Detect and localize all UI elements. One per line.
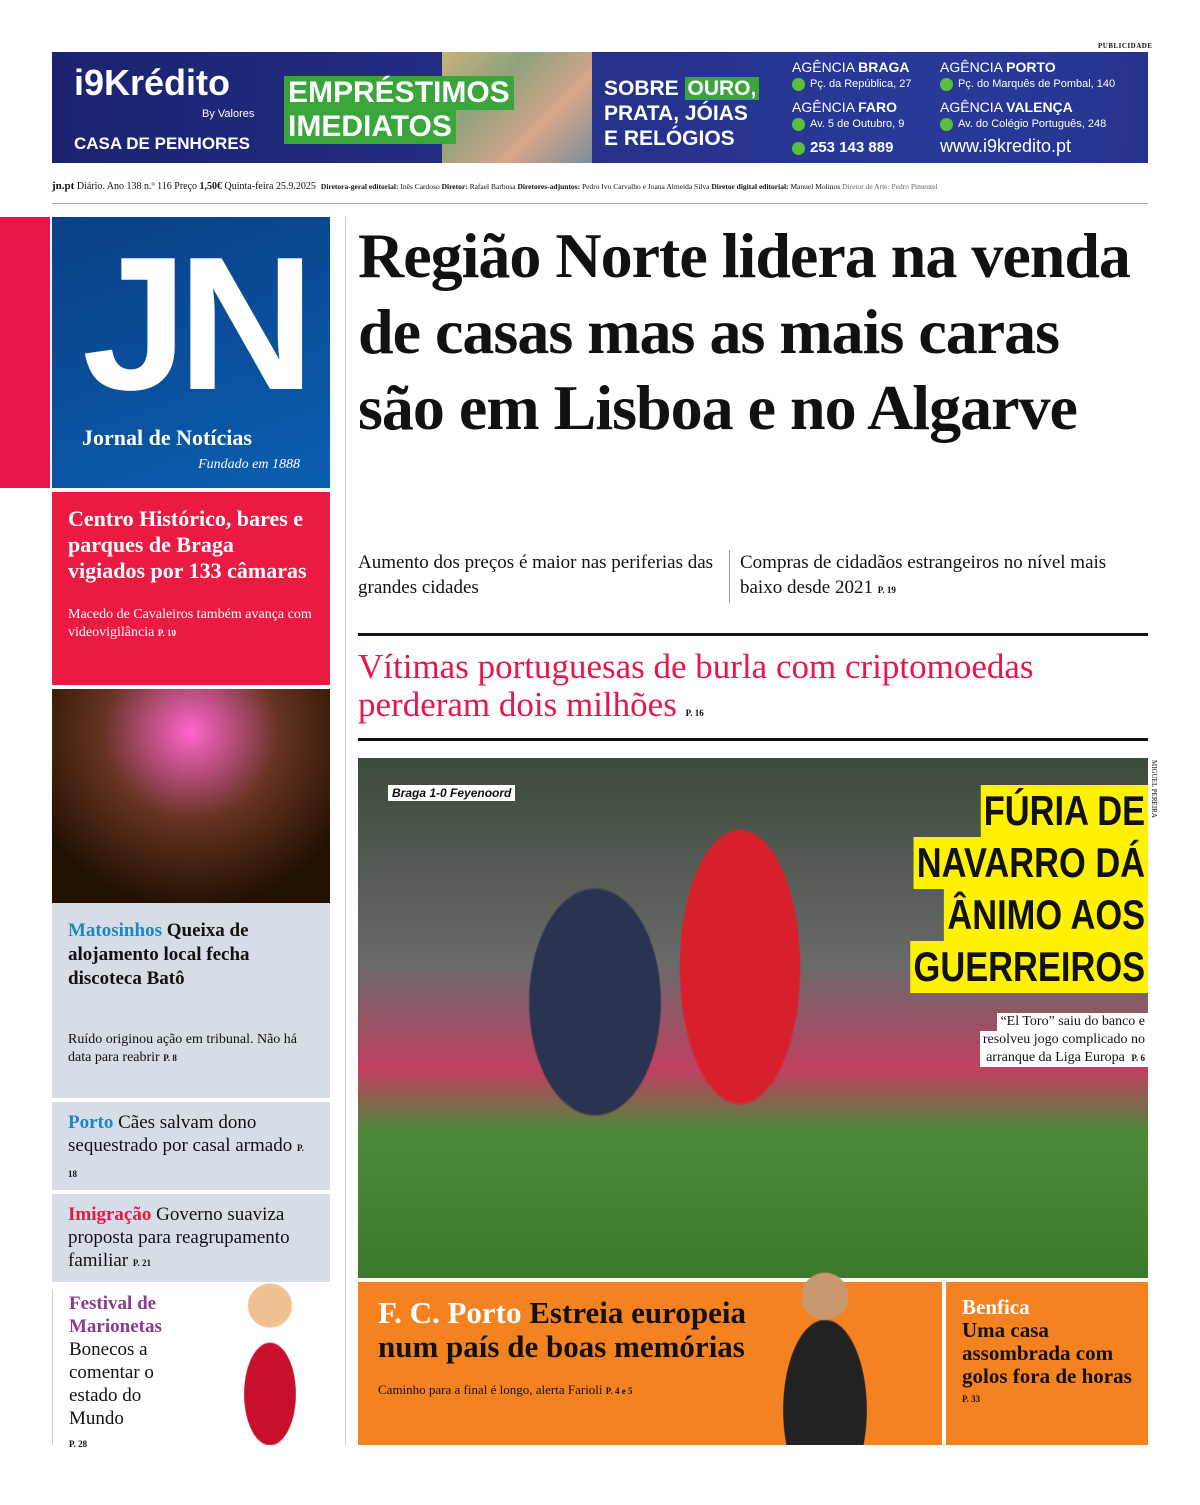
story-matosinhos[interactable]: [52, 903, 330, 1098]
masthead-logo: [52, 217, 330, 488]
staff-name: Manuel Molinos: [790, 182, 841, 191]
agency-city: VALENÇA: [1006, 99, 1073, 115]
home-icon: [792, 118, 805, 131]
match-score: Braga 1-0 Feyenoord: [388, 785, 515, 801]
sobre-text: PRATA, JÓIAS: [604, 102, 748, 125]
ad-phone: [792, 140, 893, 156]
agency-city: FARO: [858, 99, 898, 115]
date: Quinta-feira 25.9.2025: [224, 181, 316, 192]
phone-number: 253 143 889: [810, 139, 894, 156]
newspaper-name: Jornal de Notícias: [82, 425, 252, 450]
story-text: Macedo de Cavaleiros também avança com videovigilância: [68, 607, 312, 640]
page-ref: P. 10: [157, 628, 176, 638]
story-imigracao[interactable]: [52, 1194, 330, 1282]
advertising-label: PUBLICIDADE: [1098, 42, 1153, 50]
braga-player: [620, 820, 860, 1240]
story-festival[interactable]: [52, 1290, 330, 1449]
story-crypto[interactable]: [358, 648, 1148, 732]
page-ref: P. 6: [1131, 1053, 1145, 1063]
staff-role: Diretor de Arte:: [842, 182, 890, 191]
headline-line: FÚRIA DE: [980, 785, 1148, 837]
headline-line: GUERREIROS: [910, 941, 1148, 993]
coach-photo: [760, 1270, 890, 1445]
story-kicker: Porto: [68, 1112, 114, 1133]
story-title: Centro Histórico, bares e parques de Braga vigiados por 133 câmaras: [68, 506, 307, 583]
caption-line: “El Toro” saiu do banco e: [997, 1013, 1148, 1031]
subheadline: Aumento dos preços é maior nas periferias das grandes cidades: [358, 552, 714, 598]
phone-icon: [792, 142, 805, 155]
page-ref: P. 16: [685, 708, 704, 718]
story-benfica[interactable]: [946, 1282, 1148, 1445]
home-icon: [792, 78, 805, 91]
agency-valenca: [940, 99, 1106, 132]
photo-caption: [980, 1013, 1148, 1067]
promo-line: IMEDIATOS: [284, 110, 456, 144]
edition-info: [52, 180, 1152, 192]
edition: Diário. Ano 138 n.º 116 Preço: [76, 181, 198, 192]
ad-sobre: [604, 76, 759, 151]
main-headline[interactable]: Região Norte lidera na venda de casas mas as mais caras são em Lisboa e no Algarve: [358, 220, 1130, 443]
agency-address: Pç. do Marquês de Pombal, 140: [958, 78, 1116, 90]
divider: [52, 203, 1148, 204]
page-ref: P. 33: [962, 1394, 981, 1404]
agency-address: Av. 5 de Outubro, 9: [810, 118, 905, 130]
page-ref: P. 28: [69, 1439, 88, 1449]
story-title: Vítimas portuguesas de burla com criptomoedas perderam dois milhões: [358, 647, 1034, 724]
jn-logo: JN: [82, 218, 305, 430]
story-title: Uma casa assombrada com golos fora de horas: [962, 1318, 1132, 1388]
ad-promo: [284, 76, 514, 144]
agency-city: PORTO: [1006, 59, 1056, 75]
home-icon: [940, 78, 953, 91]
accent-bar: [0, 217, 50, 488]
agency-porto: [940, 59, 1115, 92]
staff-name: Pedro Ivo Carvalho e Joana Almeida Silva: [581, 182, 710, 191]
price: 1,50€: [199, 181, 223, 192]
headline-line: NAVARRO DÁ: [913, 837, 1148, 889]
page-ref: P. 19: [877, 585, 896, 595]
story-braga[interactable]: [52, 492, 330, 685]
agency-prefix: AGÊNCIA: [940, 99, 1003, 115]
subheadline-text: Compras de cidadãos estrangeiros no nível mais baixo desde 2021: [740, 552, 1107, 598]
story-title: Bonecos a comentar o estado do Mundo: [69, 1339, 154, 1429]
story-kicker: F. C. Porto: [378, 1295, 522, 1330]
agency-city: BRAGA: [858, 59, 910, 75]
caption-line: arranque da Liga Europa: [983, 1049, 1128, 1067]
page-ref: P. 8: [163, 1053, 177, 1063]
agency-address: Av. do Colégio Português, 248: [958, 118, 1107, 130]
agency-address: Pç. da República, 27: [810, 78, 912, 90]
photo-credit: MIGUEL PEREIRA: [1150, 760, 1158, 818]
page-ref: P. 4 e 5: [605, 1386, 633, 1396]
column-divider: [345, 217, 346, 1445]
story-title: Governo suaviza proposta para reagrupamento familiar: [68, 1204, 290, 1271]
agency-prefix: AGÊNCIA: [940, 59, 1003, 75]
page-ref: P. 21: [132, 1258, 152, 1268]
staff-name: Inês Cardoso: [400, 182, 440, 191]
divider: [358, 633, 1148, 636]
subheadline: [729, 550, 1129, 603]
story-title: Estreia europeia num país de boas memórias: [378, 1295, 746, 1364]
caption-line: resolveu jogo complicado no: [980, 1031, 1148, 1049]
story-kicker: Festival de Marionetas: [69, 1293, 162, 1337]
staff-name: Pedro Pimentel: [891, 182, 938, 191]
ad-tagline: CASA DE PENHORES: [74, 134, 251, 153]
story-kicker: Imigração: [68, 1204, 152, 1225]
staff-role: Diretor:: [441, 182, 468, 191]
story-text: Caminho para a final é longo, alerta Farioli: [378, 1382, 603, 1397]
sobre-text: E RELÓGIOS: [604, 127, 735, 150]
page-ref: P. 18: [68, 1143, 304, 1179]
promo-line: EMPRÉSTIMOS: [284, 76, 514, 110]
divider: [358, 738, 1148, 741]
sobre-text: SOBRE: [604, 77, 679, 100]
story-title: Cães salvam dono sequestrado por casal armado: [68, 1112, 293, 1156]
ad-brand-logo: i9Krédito: [74, 62, 231, 103]
staff-role: Diretores-adjuntos:: [517, 182, 581, 191]
agency-prefix: AGÊNCIA: [792, 59, 855, 75]
advertisement-banner[interactable]: [52, 52, 1148, 163]
sobre-highlight: OURO,: [685, 77, 760, 100]
agency-braga: [792, 59, 912, 92]
site-link[interactable]: jn.pt: [52, 180, 75, 192]
founded: Fundado em 1888: [198, 457, 300, 472]
nightclub-photo: [52, 689, 330, 903]
agency-faro: [792, 99, 904, 132]
story-text: Ruído originou ação em tribunal. Não há data para reabrir: [68, 1032, 297, 1065]
headline-line: ÂNIMO AOS: [944, 889, 1148, 941]
ad-url[interactable]: www.i9kredito.pt: [940, 136, 1072, 156]
story-porto[interactable]: [52, 1102, 330, 1190]
staff-role: Diretor digital editorial:: [711, 182, 789, 191]
staff-name: Rafael Barbosa: [469, 182, 516, 191]
home-icon: [940, 118, 953, 131]
agency-prefix: AGÊNCIA: [792, 99, 855, 115]
story-kicker: Matosinhos: [68, 920, 162, 941]
photo-headline: [910, 785, 1148, 993]
ad-by: By Valores: [202, 108, 255, 120]
staff-role: Diretora-geral editorial:: [320, 182, 399, 191]
story-title: Queixa de alojamento local fecha discoteca Batô: [68, 920, 250, 989]
story-kicker: Benfica: [962, 1295, 1030, 1319]
